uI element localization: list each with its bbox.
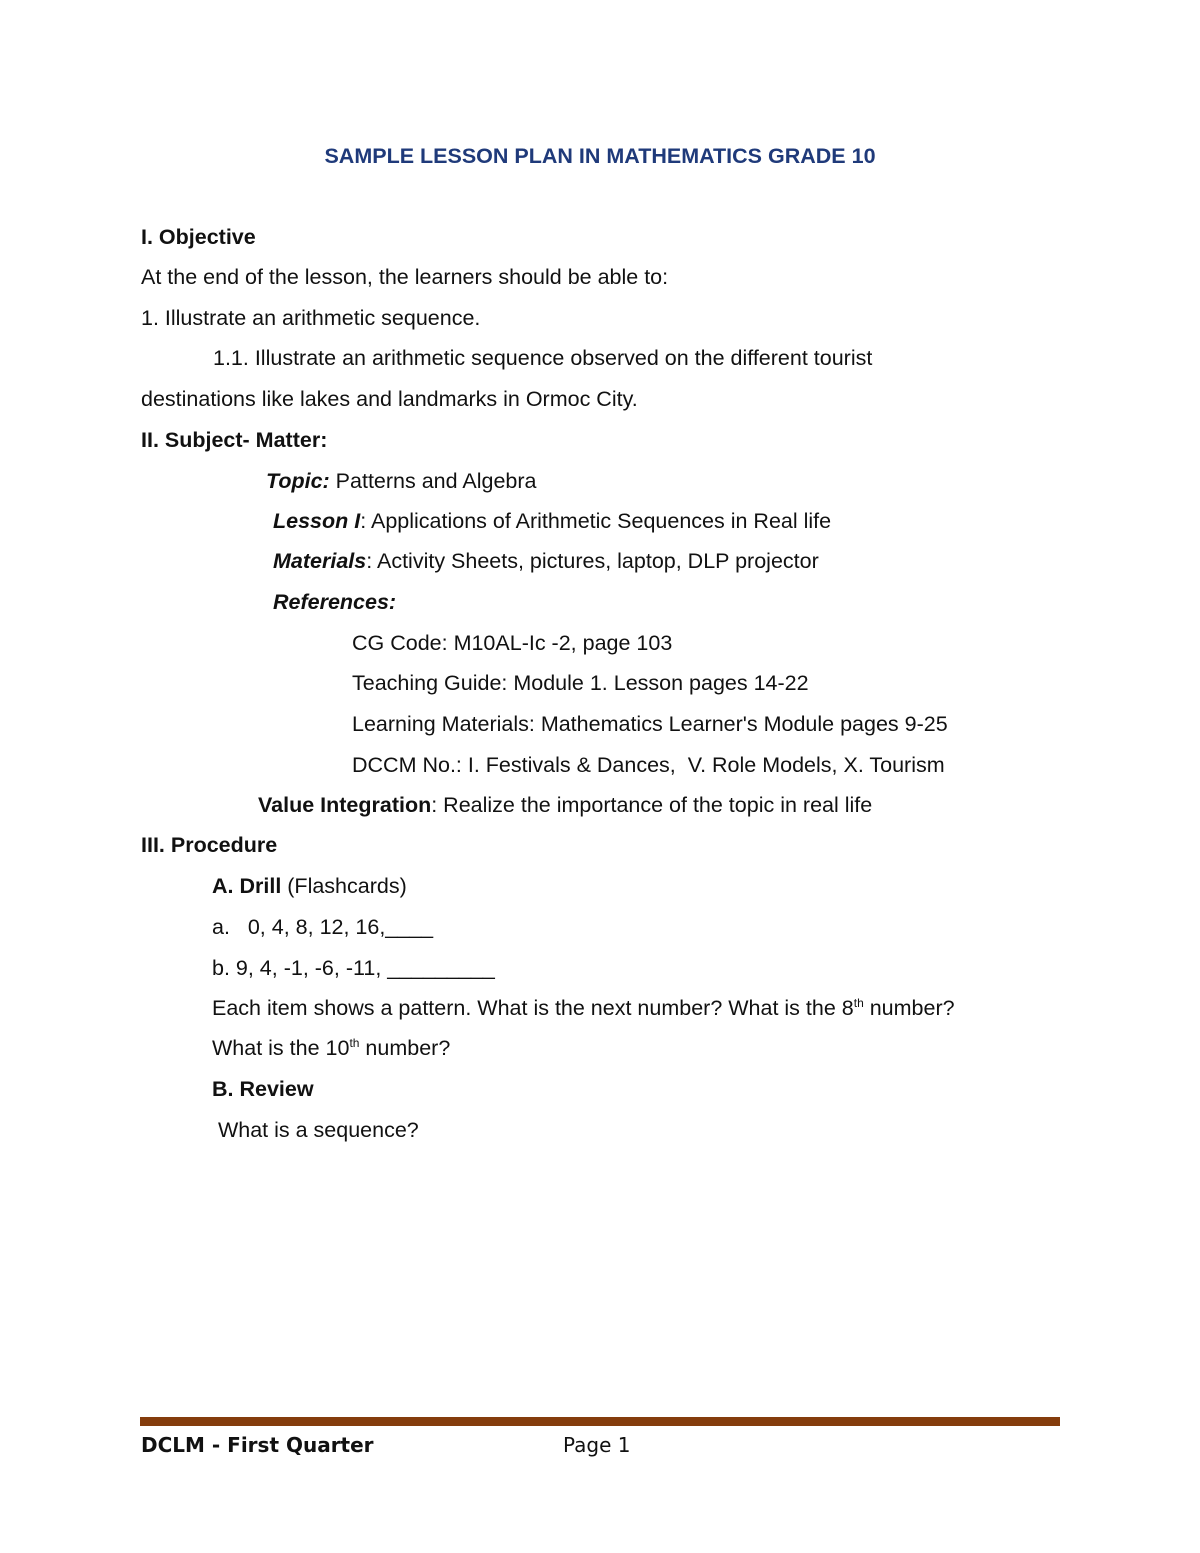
objective-heading: I. Objective bbox=[141, 225, 256, 249]
reference-item: Teaching Guide: Module 1. Lesson pages 14-22 bbox=[352, 671, 809, 695]
value-integration-label: Value Integration bbox=[258, 793, 432, 817]
topic-line bbox=[266, 468, 536, 494]
q2-text-end: number? bbox=[359, 1036, 451, 1060]
drill-item-b: b. 9, 4, -1, -6, -11, _________ bbox=[212, 956, 495, 980]
footer-rule bbox=[140, 1417, 1060, 1426]
drill-line bbox=[212, 873, 407, 899]
lesson-line bbox=[273, 508, 831, 534]
drill-label: A. Drill bbox=[212, 874, 282, 898]
procedure-heading: III. Procedure bbox=[141, 833, 278, 857]
materials-value: : Activity Sheets, pictures, laptop, DLP projector bbox=[366, 549, 819, 573]
q1-text-end: number? bbox=[863, 996, 955, 1020]
objective-item-1-1-cont: destinations like lakes and landmarks in Ormoc City. bbox=[141, 387, 638, 411]
q1-text: Each item shows a pattern. What is the next number? What is the 8 bbox=[212, 996, 854, 1020]
topic-label: Topic: bbox=[266, 469, 330, 493]
value-integration-value: : Realize the importance of the topic in real life bbox=[431, 793, 873, 817]
q2-sup: th bbox=[349, 1036, 360, 1050]
reference-item: CG Code: M10AL-Ic -2, page 103 bbox=[352, 631, 673, 655]
q2-text: What is the 10 bbox=[212, 1036, 350, 1060]
references-label: References: bbox=[273, 590, 397, 614]
objective-intro: At the end of the lesson, the learners should be able to: bbox=[141, 265, 669, 289]
footer-label: DCLM - First Quarter bbox=[141, 1433, 374, 1457]
drill-question-1 bbox=[212, 995, 955, 1021]
topic-value: Patterns and Algebra bbox=[329, 469, 537, 493]
review-heading: B. Review bbox=[212, 1077, 314, 1101]
lesson-label: Lesson I bbox=[273, 509, 361, 533]
lesson-value: : Applications of Arithmetic Sequences in Real life bbox=[360, 509, 832, 533]
materials-label: Materials bbox=[273, 549, 367, 573]
subject-matter-heading: II. Subject- Matter: bbox=[141, 428, 328, 452]
drill-item-a: a. 0, 4, 8, 12, 16,____ bbox=[212, 915, 434, 939]
value-integration-line bbox=[258, 792, 872, 818]
reference-item: Learning Materials: Mathematics Learner's Module pages 9-25 bbox=[352, 712, 948, 736]
materials-line bbox=[273, 548, 819, 574]
drill-value: (Flashcards) bbox=[281, 874, 407, 898]
drill-question-2 bbox=[212, 1035, 450, 1061]
footer-page-number: Page 1 bbox=[563, 1433, 631, 1457]
reference-item: DCCM No.: I. Festivals & Dances, V. Role Models, X. Tourism bbox=[352, 753, 945, 777]
q1-sup: th bbox=[853, 996, 864, 1010]
review-question: What is a sequence? bbox=[212, 1118, 419, 1142]
objective-item-1-1: 1.1. Illustrate an arithmetic sequence observed on the different tourist bbox=[213, 346, 873, 370]
objective-item-1: 1. Illustrate an arithmetic sequence. bbox=[141, 306, 481, 330]
page-title: SAMPLE LESSON PLAN IN MATHEMATICS GRADE 10 bbox=[324, 144, 876, 168]
